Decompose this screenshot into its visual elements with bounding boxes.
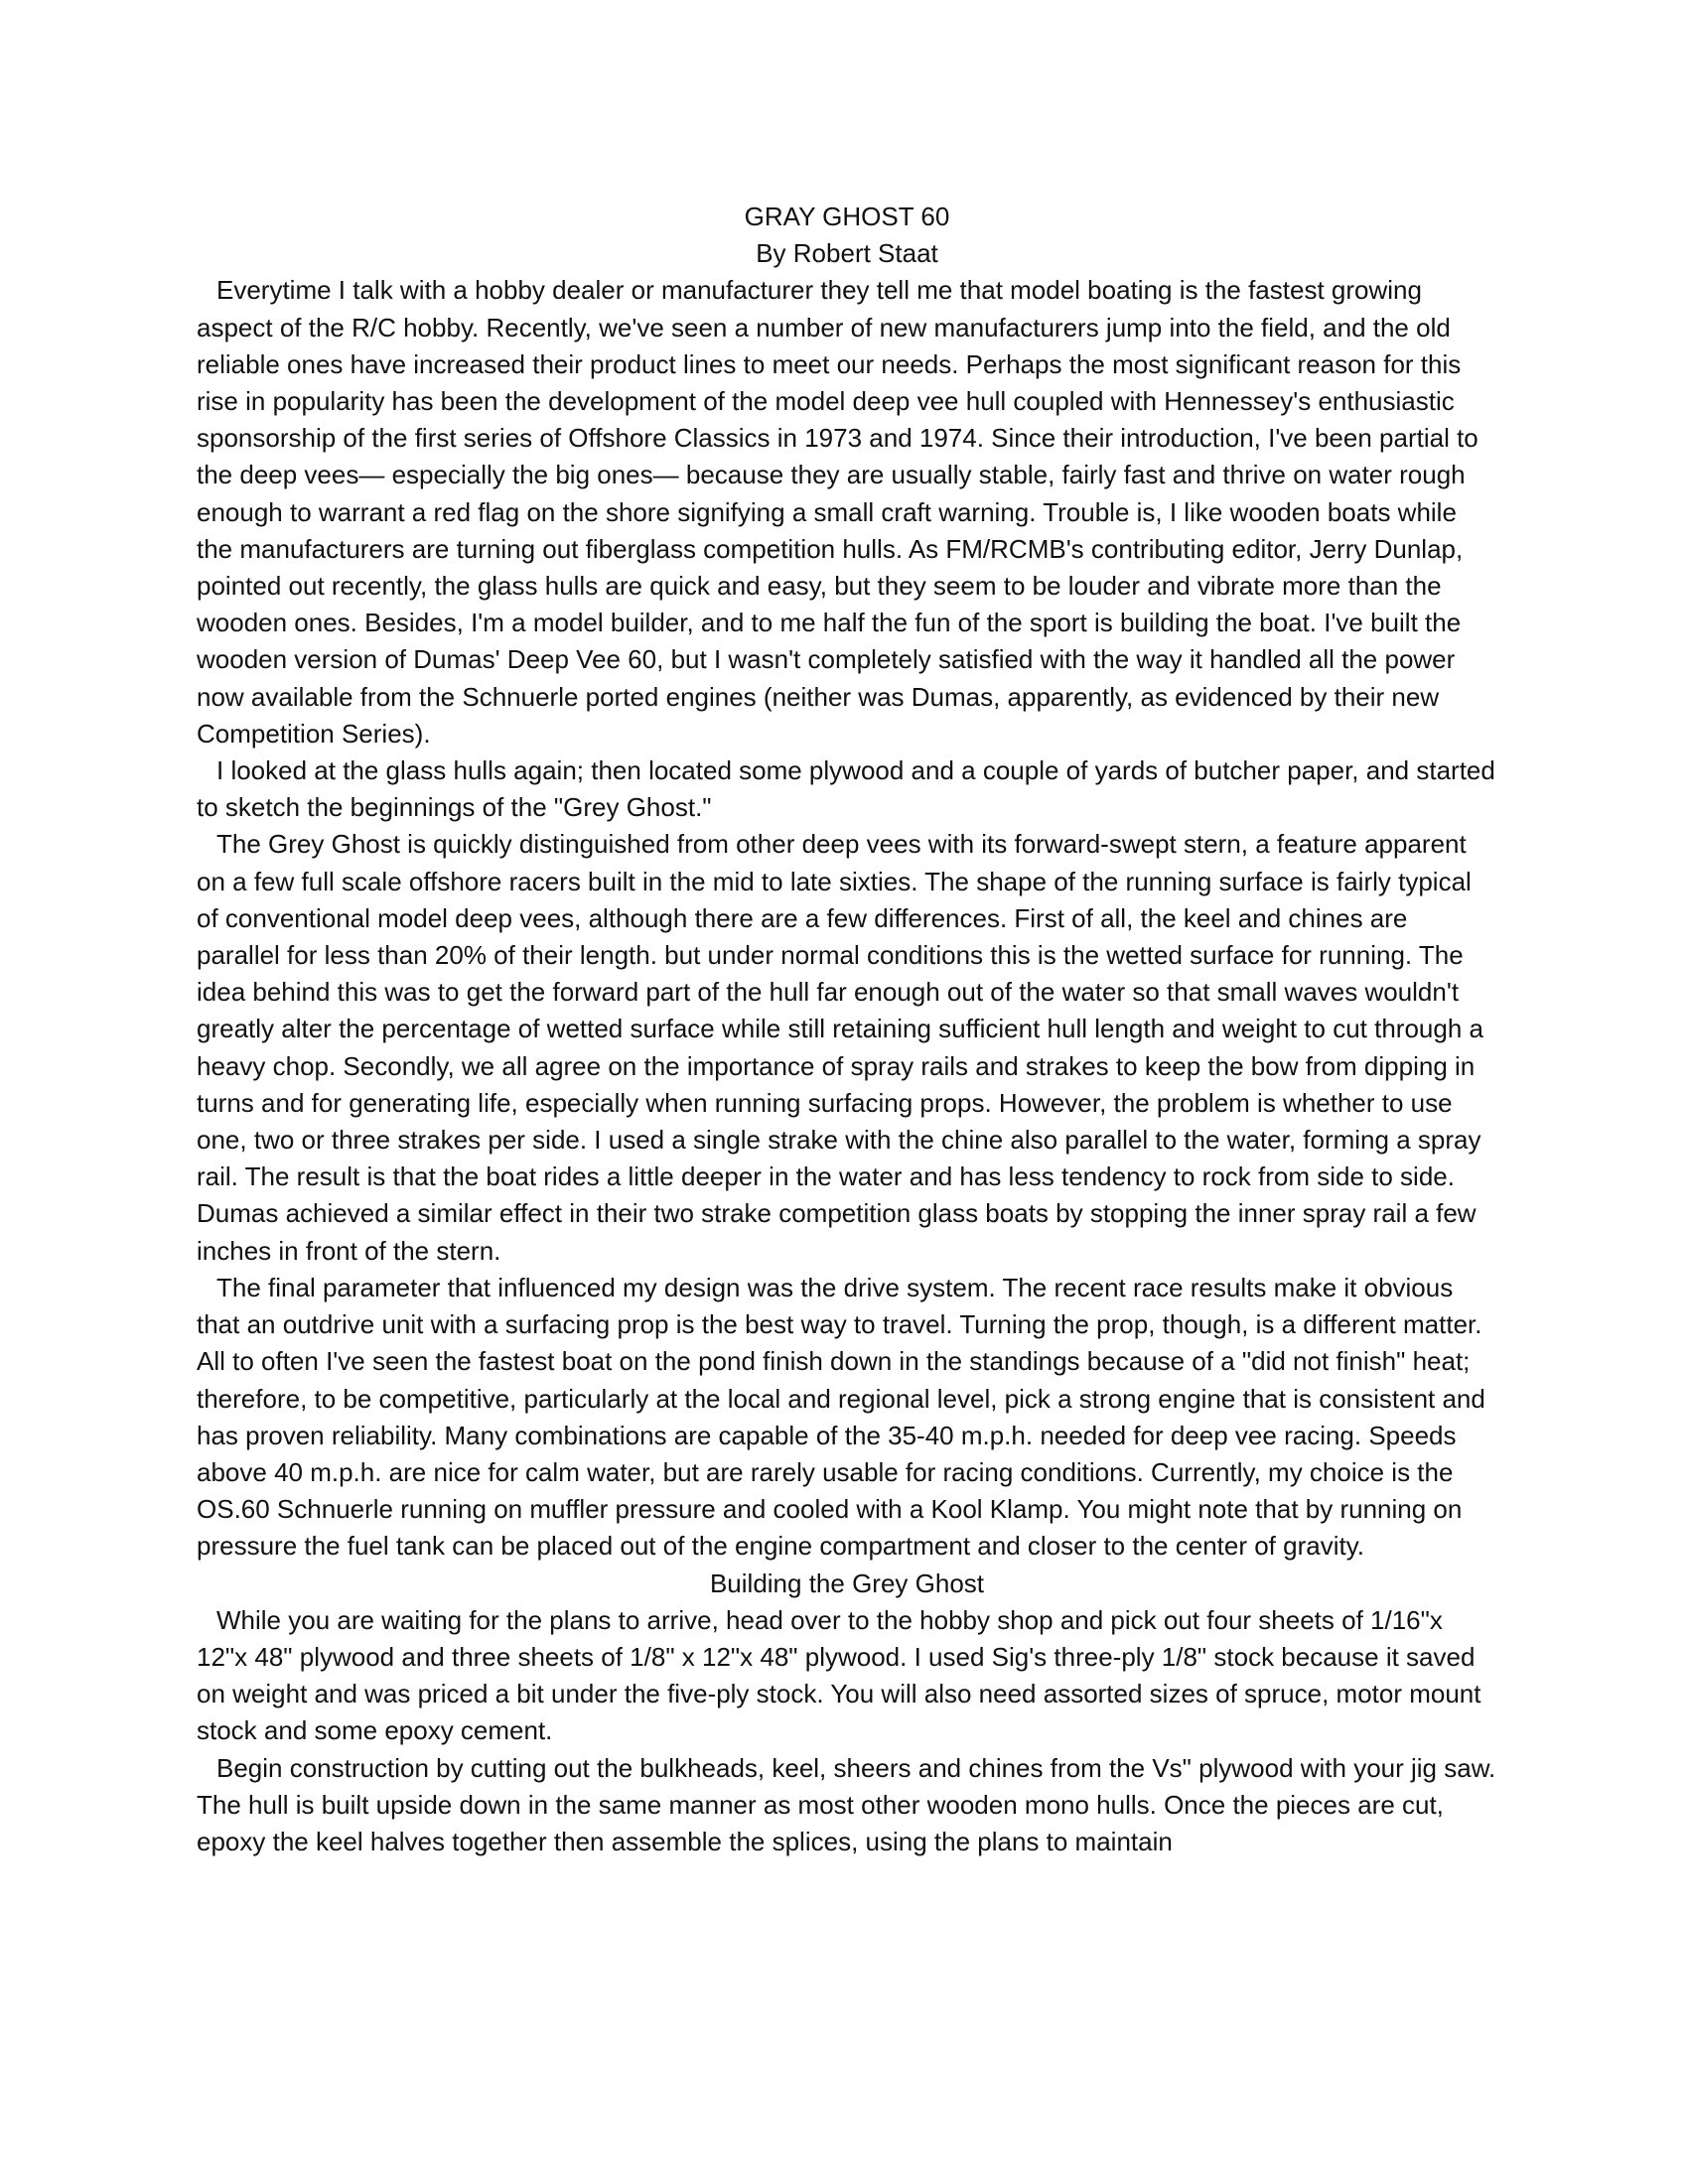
paragraph: Everytime I talk with a hobby dealer or manufacturer they tell me that model boating is the fastest growing aspect of the R/C hobby. Recently, we've seen a number of new manufacturers jump into the field, and the old reliable ones have increased their product lines to meet our needs. Perhaps the most significant reason for this rise in popularity has been the development of the model deep vee hull coupled with Hennessey's enthusiastic sponsorship of the first series of Offshore Classics in 1973 and 1974. Since their introduction, I've been partial to the deep vees— especially the big ones— because they are usually stable, fairly fast and thrive on water rough enough to warrant a red flag on the shore signifying a small craft warning. Trouble is, I like wooden boats while the manufacturers are turning out fiberglass competition hulls. As FM/RCMB's contributing editor, Jerry Dunlap, pointed out recently, the glass hulls are quick and easy, but they seem to be louder and vibrate more than the wooden ones. Besides, I'm a model builder, and to me half the fun of the sport is building the boat. I've built the wooden version of Dumas' Deep Vee 60, but I wasn't completely satisfied with the way it handled all the power now available from the Schnuerle ported engines (neither was Dumas, apparently, as evidenced by their new Competition Series). bbox=[197, 275, 1478, 749]
paragraph: The Grey Ghost is quickly distinguished from other deep vees with its forward-swept stern, a feature apparent on a few full scale offshore racers built in the mid to late sixties. The shape of the running surface is fairly typical of conventional model deep vees, although there are a few differences. First of all, the keel and chines are parallel for less than 20% of their length. but under normal conditions this is the wetted surface for running. The idea behind this was to get the forward part of the hull far enough out of the water so that small waves wouldn't greatly alter the percentage of wetted surface while still retaining sufficient hull length and weight to cut through a heavy chop. Secondly, we all agree on the importance of spray rails and strakes to keep the bow from dipping in turns and for generating life, especially when running surfacing props. However, the problem is whether to use one, two or three strakes per side. I used a single strake with the chine also parallel to the water, forming a spray rail. The result is that the boat rides a little deeper in the water and has less tendency to rock from side to side. Dumas achieved a similar effect in their two strake competition glass boats by stopping the inner spray rail a few inches in front of the stern. bbox=[197, 829, 1483, 1266]
article-title: GRAY GHOST 60 bbox=[744, 202, 950, 231]
article-byline: By Robert Staat bbox=[756, 238, 938, 269]
article-body bbox=[197, 199, 1497, 1860]
paragraph: The final parameter that influenced my design was the drive system. The recent race results make it obvious that an outdrive unit with a surfacing prop is the best way to travel. Turning the prop, though, is a different matter. All to often I've seen the fastest boat on the pond finish down in the standings because of a "did not finish" heat; therefore, to be competitive, particularly at the local and regional level, pick a strong engine that is consistent and has proven reliability. Many combinations are capable of the 35-40 m.p.h. needed for deep vee racing. Speeds above 40 m.p.h. are nice for calm water, but are rarely usable for racing conditions. Currently, my choice is the OS.60 Schnuerle running on muffler pressure and cooled with a Kool Klamp. You might note that by running on pressure the fuel tank can be placed out of the engine compartment and closer to the center of gravity. bbox=[197, 1272, 1485, 1562]
paragraph: I looked at the glass hulls again; then located some plywood and a couple of yards of butcher paper, and started to sketch the beginnings of the "Grey Ghost." bbox=[197, 755, 1495, 823]
paragraph: Begin construction by cutting out the bulkheads, keel, sheers and chines from the Vs" plywood with your jig saw. The hull is built upside down in the same manner as most other wooden mono hulls. Once the pieces are cut, epoxy the keel halves together then assemble the splices, using the plans to maintain bbox=[197, 1752, 1496, 1856]
paragraph: While you are waiting for the plans to arrive, head over to the hobby shop and pick out four sheets of 1/16"x 12"x 48" plywood and three sheets of 1/8" x 12"x 48" plywood. I used Sig's three-ply 1/8" stock because it saved on weight and was priced a bit under the five-ply stock. You will also need assorted sizes of spruce, motor mount stock and some epoxy cement. bbox=[197, 1604, 1481, 1746]
section-heading: Building the Grey Ghost bbox=[709, 1568, 985, 1598]
